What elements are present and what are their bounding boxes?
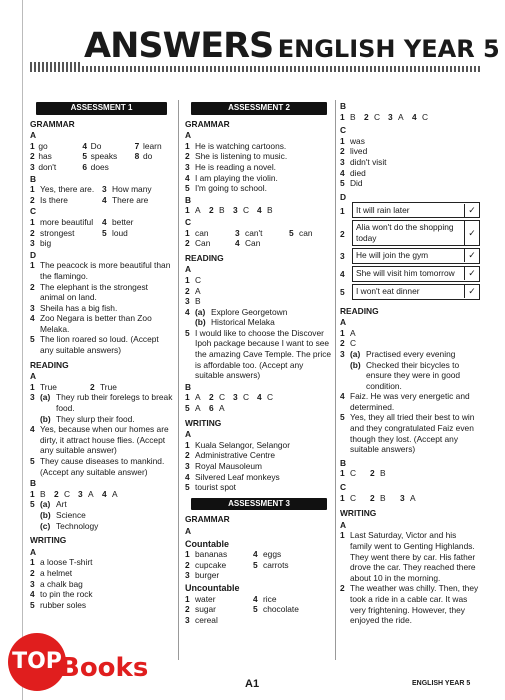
answer-number: 5 [185, 183, 190, 194]
answer-item: 5 I would like to choose the Discover Ipoh package because I want to see the amazing Cave Temple. The price is affordable too. (Accept any suitable answers) [185, 327, 332, 381]
answer-item [340, 157, 480, 168]
subsection-label: D [30, 249, 37, 260]
answer-number: 1 [30, 140, 35, 151]
answer-number: 2 [185, 151, 190, 162]
answer-text: Is there [40, 194, 68, 205]
subsection-label: B [30, 173, 37, 184]
answer-number: 5 [102, 227, 107, 238]
logo-top-badge [8, 633, 66, 691]
tick-icon: ✓ [468, 205, 476, 216]
answer-item [185, 275, 333, 286]
writing-a-answers [30, 557, 173, 610]
answer-number: 1 [30, 216, 35, 227]
answer-number [253, 615, 263, 626]
answer-text: big [40, 238, 52, 249]
answer-number: 8 [134, 151, 140, 162]
answer-row [340, 220, 480, 247]
title-answers: ANSWERS [84, 26, 274, 66]
grammar-c-answers [340, 136, 480, 189]
section-heading: READING [340, 305, 379, 316]
answer-number: 5 [30, 599, 35, 610]
answer-number [289, 238, 299, 249]
writing-a-answers [340, 530, 480, 625]
logo-text-books: Books [60, 653, 149, 683]
answer-row [30, 228, 173, 239]
answer-item [185, 173, 333, 184]
answer-text: strongest [40, 227, 75, 238]
answer-text [263, 570, 313, 581]
answer-number: 3 [340, 251, 345, 262]
binding-line [22, 0, 23, 700]
section-heading: WRITING [30, 535, 67, 546]
answer-text: She is listening to music. [195, 151, 288, 162]
answer-number [102, 238, 112, 249]
answer-text: better [112, 216, 134, 227]
tick-icon: ✓ [468, 250, 476, 261]
answer-text: C [195, 274, 202, 285]
answer-item [340, 178, 480, 189]
answer-row: 1 C 2 B [340, 468, 386, 479]
answer-text: speaks [90, 151, 118, 162]
subsection-label: B [340, 457, 347, 468]
answer-number: 2 [30, 151, 35, 162]
subsection-label: C [185, 216, 192, 227]
uncountable-answers [185, 594, 333, 626]
subsection-label: A [340, 519, 347, 530]
answer-number: 3 [185, 570, 190, 581]
answer-text: He is reading a novel. [195, 161, 277, 172]
answer-number: 5 [185, 482, 190, 493]
answer-number: 1 [340, 530, 345, 541]
answer-item [185, 183, 333, 194]
answer-item [340, 146, 480, 157]
assessment-3-banner: ASSESSMENT 3 [191, 498, 327, 511]
answer-number: 2 [30, 567, 35, 578]
answer-text: He will join the gym [353, 249, 465, 262]
answer-item [30, 313, 173, 334]
writing-a-answers [185, 440, 333, 493]
answer-number: 5 [340, 178, 345, 189]
answer-text: I'm going to school. [195, 183, 267, 194]
subsection-label: A [185, 429, 192, 440]
answer-item [185, 450, 333, 461]
answer-number: 2 [30, 281, 35, 292]
tick-icon: ✓ [468, 268, 476, 279]
answer-text: There are [112, 194, 149, 205]
answer-item: (b) Checked their bicycles to ensure they were in good condition. [350, 359, 461, 391]
answer-text: carrots [263, 559, 289, 570]
title-subject: ENGLISH YEAR 5 [277, 35, 500, 63]
subsection-label: A [30, 371, 37, 382]
answer-number: 1 [340, 327, 345, 338]
answer-number [135, 162, 143, 173]
reading-a-answers [185, 275, 333, 307]
answer-row: 5 A 6 A [185, 403, 225, 414]
answer-number: 6 [82, 161, 87, 172]
answer-text: Alia won't do the shopping today [353, 221, 465, 244]
answer-text: didn't visit [350, 156, 387, 167]
answer-text: I am playing the violin. [195, 172, 278, 183]
answer-number: 2 [185, 450, 190, 461]
answer-number: 2 [185, 559, 190, 570]
answer-item [185, 440, 333, 451]
answer-text: The lion roared so loud. (Accept any suitable answers) [40, 334, 159, 356]
answer-item: 3 (a) They rub their forelegs to break food. [30, 392, 173, 414]
answer-text: B [195, 296, 201, 307]
answer-item [185, 482, 333, 493]
answer-item: 5 (a) Art [30, 499, 67, 510]
answer-row [340, 284, 480, 302]
answer-text: rubber soles [40, 599, 87, 610]
subsection-label: C [30, 206, 37, 217]
answer-text: The elephant is the strongest animal on land. [40, 281, 149, 303]
section-heading: WRITING [185, 417, 222, 428]
section-heading: READING [30, 359, 69, 370]
answer-row [30, 238, 173, 249]
answer-number: 2 [340, 146, 345, 157]
answer-row [340, 266, 480, 284]
answer-row: 1 A 2 B 3 C 4 B [185, 205, 273, 216]
topbooks-logo [0, 615, 175, 700]
answer-text: A [195, 285, 201, 296]
answer-number: 4 [185, 172, 190, 183]
answer-number: 3 [185, 614, 190, 625]
answer-number: 5 [340, 287, 345, 298]
tick-icon: ✓ [468, 227, 476, 238]
answer-number: 1 [340, 206, 345, 217]
subsection-label: A [185, 525, 192, 536]
subsection-label: D [340, 191, 347, 202]
subsection-label: B [340, 101, 347, 111]
answer-number: 4 [102, 194, 107, 205]
answer-number: 1 [185, 140, 190, 151]
answer-text: cereal [195, 614, 218, 625]
answer-text: loud [112, 227, 128, 238]
subsection-label: B [185, 381, 192, 392]
answer-number: 4 [253, 549, 258, 560]
answer-row: 1 B 2 C 3 A 4 A [30, 488, 118, 499]
answer-number: 4 [102, 216, 107, 227]
answer-number: 3 [30, 238, 35, 249]
answer-text: C [350, 338, 357, 349]
answer-row [30, 141, 173, 152]
answer-text: Last Saturday, Victor and his family went to Genting Highlands. They went there by car. His father drove the car. They reached there about 10 in the morning. [350, 530, 476, 583]
answer-text: How many [112, 184, 152, 195]
answer-number: 5 [30, 334, 35, 345]
section-heading: READING [185, 252, 224, 263]
answer-number: 2 [340, 583, 345, 594]
countable-heading: Countable [185, 538, 229, 549]
answer-text: tourist spot [195, 482, 236, 493]
answer-number: 4 [185, 471, 190, 482]
answer-item [340, 530, 480, 583]
answer-item [185, 472, 333, 483]
section-heading: GRAMMAR [185, 514, 230, 525]
answer-text: Silvered Leaf monkeys [195, 471, 280, 482]
answer-text [263, 615, 313, 626]
answer-item: 4 Faiz. He was very energetic and determined. [340, 391, 470, 412]
answer-text: a chalk bag [40, 578, 83, 589]
answer-number: 4 [82, 140, 87, 151]
answer-number: 2 [185, 285, 190, 296]
subsection-label: A [185, 264, 192, 275]
answer-text: Sheila has a big fish. [40, 302, 118, 313]
answer-text: cupcake [195, 559, 227, 570]
answer-text: a helmet [40, 567, 73, 578]
answer-item [30, 579, 173, 590]
answer-item [30, 557, 173, 568]
subsection-label: A [185, 130, 192, 141]
answer-text: Royal Mausoleum [195, 461, 263, 471]
tick-icon: ✓ [468, 286, 476, 297]
subsection-label: A [30, 546, 37, 557]
answer-row: 1 B 2 C 3 A 4 C [340, 111, 429, 122]
column-divider [335, 100, 336, 660]
answer-text: was [350, 135, 365, 146]
grammar-c-answers [30, 217, 173, 249]
section-heading: GRAMMAR [185, 118, 230, 129]
assessment-2-banner: ASSESSMENT 2 [191, 102, 327, 115]
answer-text: The peacock is more beautiful than the flamingo. [40, 260, 171, 281]
subsection-label: A [340, 317, 347, 328]
answer-text: Do [90, 140, 102, 151]
section-heading: WRITING [340, 508, 377, 519]
answer-text: go [38, 140, 48, 151]
answer-item [185, 286, 333, 297]
column-2 [185, 102, 333, 625]
answer-row [185, 560, 333, 571]
answer-number: 3 [340, 156, 345, 167]
answer-text: a loose T-shirt [40, 557, 93, 568]
answer-number: 4 [253, 593, 258, 604]
answer-text: bananas [195, 549, 228, 560]
answer-item [30, 303, 173, 314]
answer-text: chocolate [263, 604, 299, 615]
uncountable-heading: Uncountable [185, 582, 240, 593]
answer-item [30, 260, 173, 281]
answer-text: Zoo Negara is better than Zoo Melaka. [40, 313, 152, 334]
countable-answers [185, 549, 333, 581]
answer-item [30, 334, 173, 355]
grammar-d-table [340, 202, 480, 301]
answer-text: eggs [263, 549, 282, 560]
answer-box [352, 248, 480, 264]
answer-number: 3 [185, 161, 190, 172]
answer-row [30, 162, 173, 173]
answer-item: (b) They slurp their food. [40, 413, 135, 424]
answer-item [30, 600, 173, 611]
answer-item [185, 296, 333, 307]
answer-number: 4 [340, 269, 345, 280]
answer-item [340, 328, 480, 339]
subsection-label: B [185, 194, 192, 205]
answer-row [185, 615, 333, 626]
answer-text: has [38, 151, 52, 162]
answer-item [340, 168, 480, 179]
answer-item [30, 589, 173, 600]
answer-text: The weather was chilly. Then, they took a ride in a cable car. It was very frightening. However, they enjoyed the ride. [350, 583, 479, 626]
answer-number: 1 [185, 227, 190, 238]
page-title [80, 26, 504, 66]
answer-row: 1 C 2 B 3 A [340, 492, 416, 503]
answer-number: 3 [185, 461, 190, 471]
answer-text: Can [195, 238, 211, 249]
answer-item [185, 162, 333, 173]
answer-text: can't [245, 227, 263, 238]
answer-text: Can [245, 238, 261, 249]
answer-text [299, 238, 329, 249]
answer-number [253, 570, 263, 581]
subsection-label: C [340, 125, 347, 136]
answer-text: A [350, 327, 356, 338]
subsection-label: C [340, 482, 347, 493]
answer-box [352, 220, 480, 245]
answer-row [185, 570, 333, 581]
answer-number: 3 [30, 161, 35, 172]
answer-number: 1 [185, 274, 190, 285]
answer-item: (c) Technology [40, 520, 99, 531]
answer-item: 4 Yes, because when our homes are dirty, it attract house flies. (Accept any suitable answer) [30, 424, 169, 456]
answer-number: 1 [185, 549, 190, 560]
answer-number: 4 [235, 238, 240, 249]
answer-number: 3 [102, 184, 107, 195]
answer-number: 5 [253, 559, 258, 570]
answer-item [185, 151, 333, 162]
grammar-d-answers [30, 260, 173, 355]
answer-number: 3 [30, 302, 35, 313]
answer-text: It will rain later [353, 204, 465, 217]
answer-text: do [142, 151, 153, 162]
answer-item [340, 583, 480, 625]
answer-text: does [90, 161, 109, 172]
answer-item: 4 (a) Explore Georgetown [185, 306, 288, 317]
answer-row [185, 549, 333, 560]
reading-a-answers [340, 328, 480, 349]
answer-number: 3 [185, 296, 190, 307]
answer-text: rice [263, 593, 277, 604]
answer-text: Yes, there are. [40, 184, 95, 195]
answer-text: more beautiful [40, 216, 94, 227]
answer-item [30, 568, 173, 579]
answer-text: died [350, 167, 366, 178]
answer-number: 3 [30, 578, 35, 589]
answer-item: (b) Historical Melaka [195, 317, 275, 328]
page-number: A1 [245, 678, 260, 690]
answer-text: can [195, 227, 209, 238]
answer-number: 4 [30, 589, 35, 600]
answer-text: don't [38, 161, 57, 172]
answer-item [340, 136, 480, 147]
answer-text [143, 162, 173, 173]
answer-row [185, 238, 333, 249]
answer-item: 5 They cause diseases to mankind. (Accept any suitable answer) [30, 456, 165, 477]
answer-box [352, 266, 480, 282]
answer-number: 1 [30, 184, 35, 195]
footer-book-title: ENGLISH YEAR 5 [412, 680, 471, 687]
answer-text: Kuala Selangor, Selangor [195, 439, 290, 450]
answer-number: 1 [30, 260, 35, 271]
answer-number: 5 [82, 151, 87, 162]
answer-text: to pin the rock [40, 589, 93, 600]
answer-item [340, 338, 480, 349]
grammar-a-answers [30, 141, 173, 173]
answer-number: 1 [185, 593, 190, 604]
answer-row: 1 True 2 True [30, 381, 117, 392]
answer-row [340, 248, 480, 266]
answer-number: 5 [253, 604, 258, 615]
answer-number: 2 [185, 238, 190, 249]
answer-item: 5 Yes, they all tried their best to win and they congratulated Faiz even though they lost. (Accept any suitable answers) [340, 412, 475, 455]
answer-text: can [299, 227, 313, 238]
answer-row [30, 195, 173, 206]
answer-item [185, 461, 333, 472]
answer-box [352, 202, 480, 218]
subsection-label: A [30, 130, 37, 141]
answer-text: learn [142, 140, 162, 151]
grammar-b-answers [30, 184, 173, 205]
answer-number: 4 [30, 313, 35, 324]
answer-row [185, 604, 333, 615]
subsection-label: B [30, 478, 37, 489]
answer-item [30, 282, 173, 303]
answer-box [352, 284, 480, 300]
answer-number: 1 [30, 557, 35, 568]
answer-number: 4 [340, 167, 345, 178]
answer-number: 2 [30, 194, 35, 205]
answer-text: She will visit him tomorrow [353, 267, 465, 280]
answer-number: 1 [340, 135, 345, 146]
answer-text: water [195, 593, 216, 604]
answer-row [30, 151, 173, 162]
answer-number: 2 [340, 228, 345, 239]
answer-item [185, 141, 333, 152]
answer-row: 1 A 2 C 3 C 4 C [185, 392, 274, 403]
answer-text: sugar [195, 604, 216, 615]
answer-row [30, 217, 173, 228]
section-heading: GRAMMAR [30, 118, 75, 129]
answer-number: 3 [235, 227, 240, 238]
answer-text: Did [350, 178, 363, 189]
grammar-a-answers [185, 141, 333, 194]
answer-number: 2 [30, 227, 35, 238]
assessment-1-banner: ASSESSMENT 1 [36, 102, 167, 115]
column-1 [30, 102, 173, 610]
answer-number: 7 [134, 140, 140, 151]
answer-text: He is watching cartoons. [195, 140, 287, 151]
answer-text: I won't eat dinner [353, 285, 465, 298]
answer-item: 3 (a) Practised every evening [340, 348, 456, 359]
answer-text [112, 238, 162, 249]
answer-text: burger [195, 570, 220, 581]
answer-text: lived [350, 146, 368, 157]
grammar-c-answers [185, 228, 333, 249]
answer-number: 2 [340, 338, 345, 349]
answer-row [185, 228, 333, 239]
logo-text-top: TOP [12, 649, 62, 674]
answer-item: (b) Science [40, 509, 86, 520]
answer-text: Administrative Centre [195, 450, 276, 461]
answer-number: 5 [289, 227, 294, 238]
answer-number: 1 [185, 439, 190, 450]
answer-row [30, 184, 173, 195]
answer-row [340, 202, 480, 220]
answer-number: 2 [185, 604, 190, 615]
column-3 [340, 100, 480, 626]
column-divider [178, 100, 179, 660]
answer-row [185, 594, 333, 605]
